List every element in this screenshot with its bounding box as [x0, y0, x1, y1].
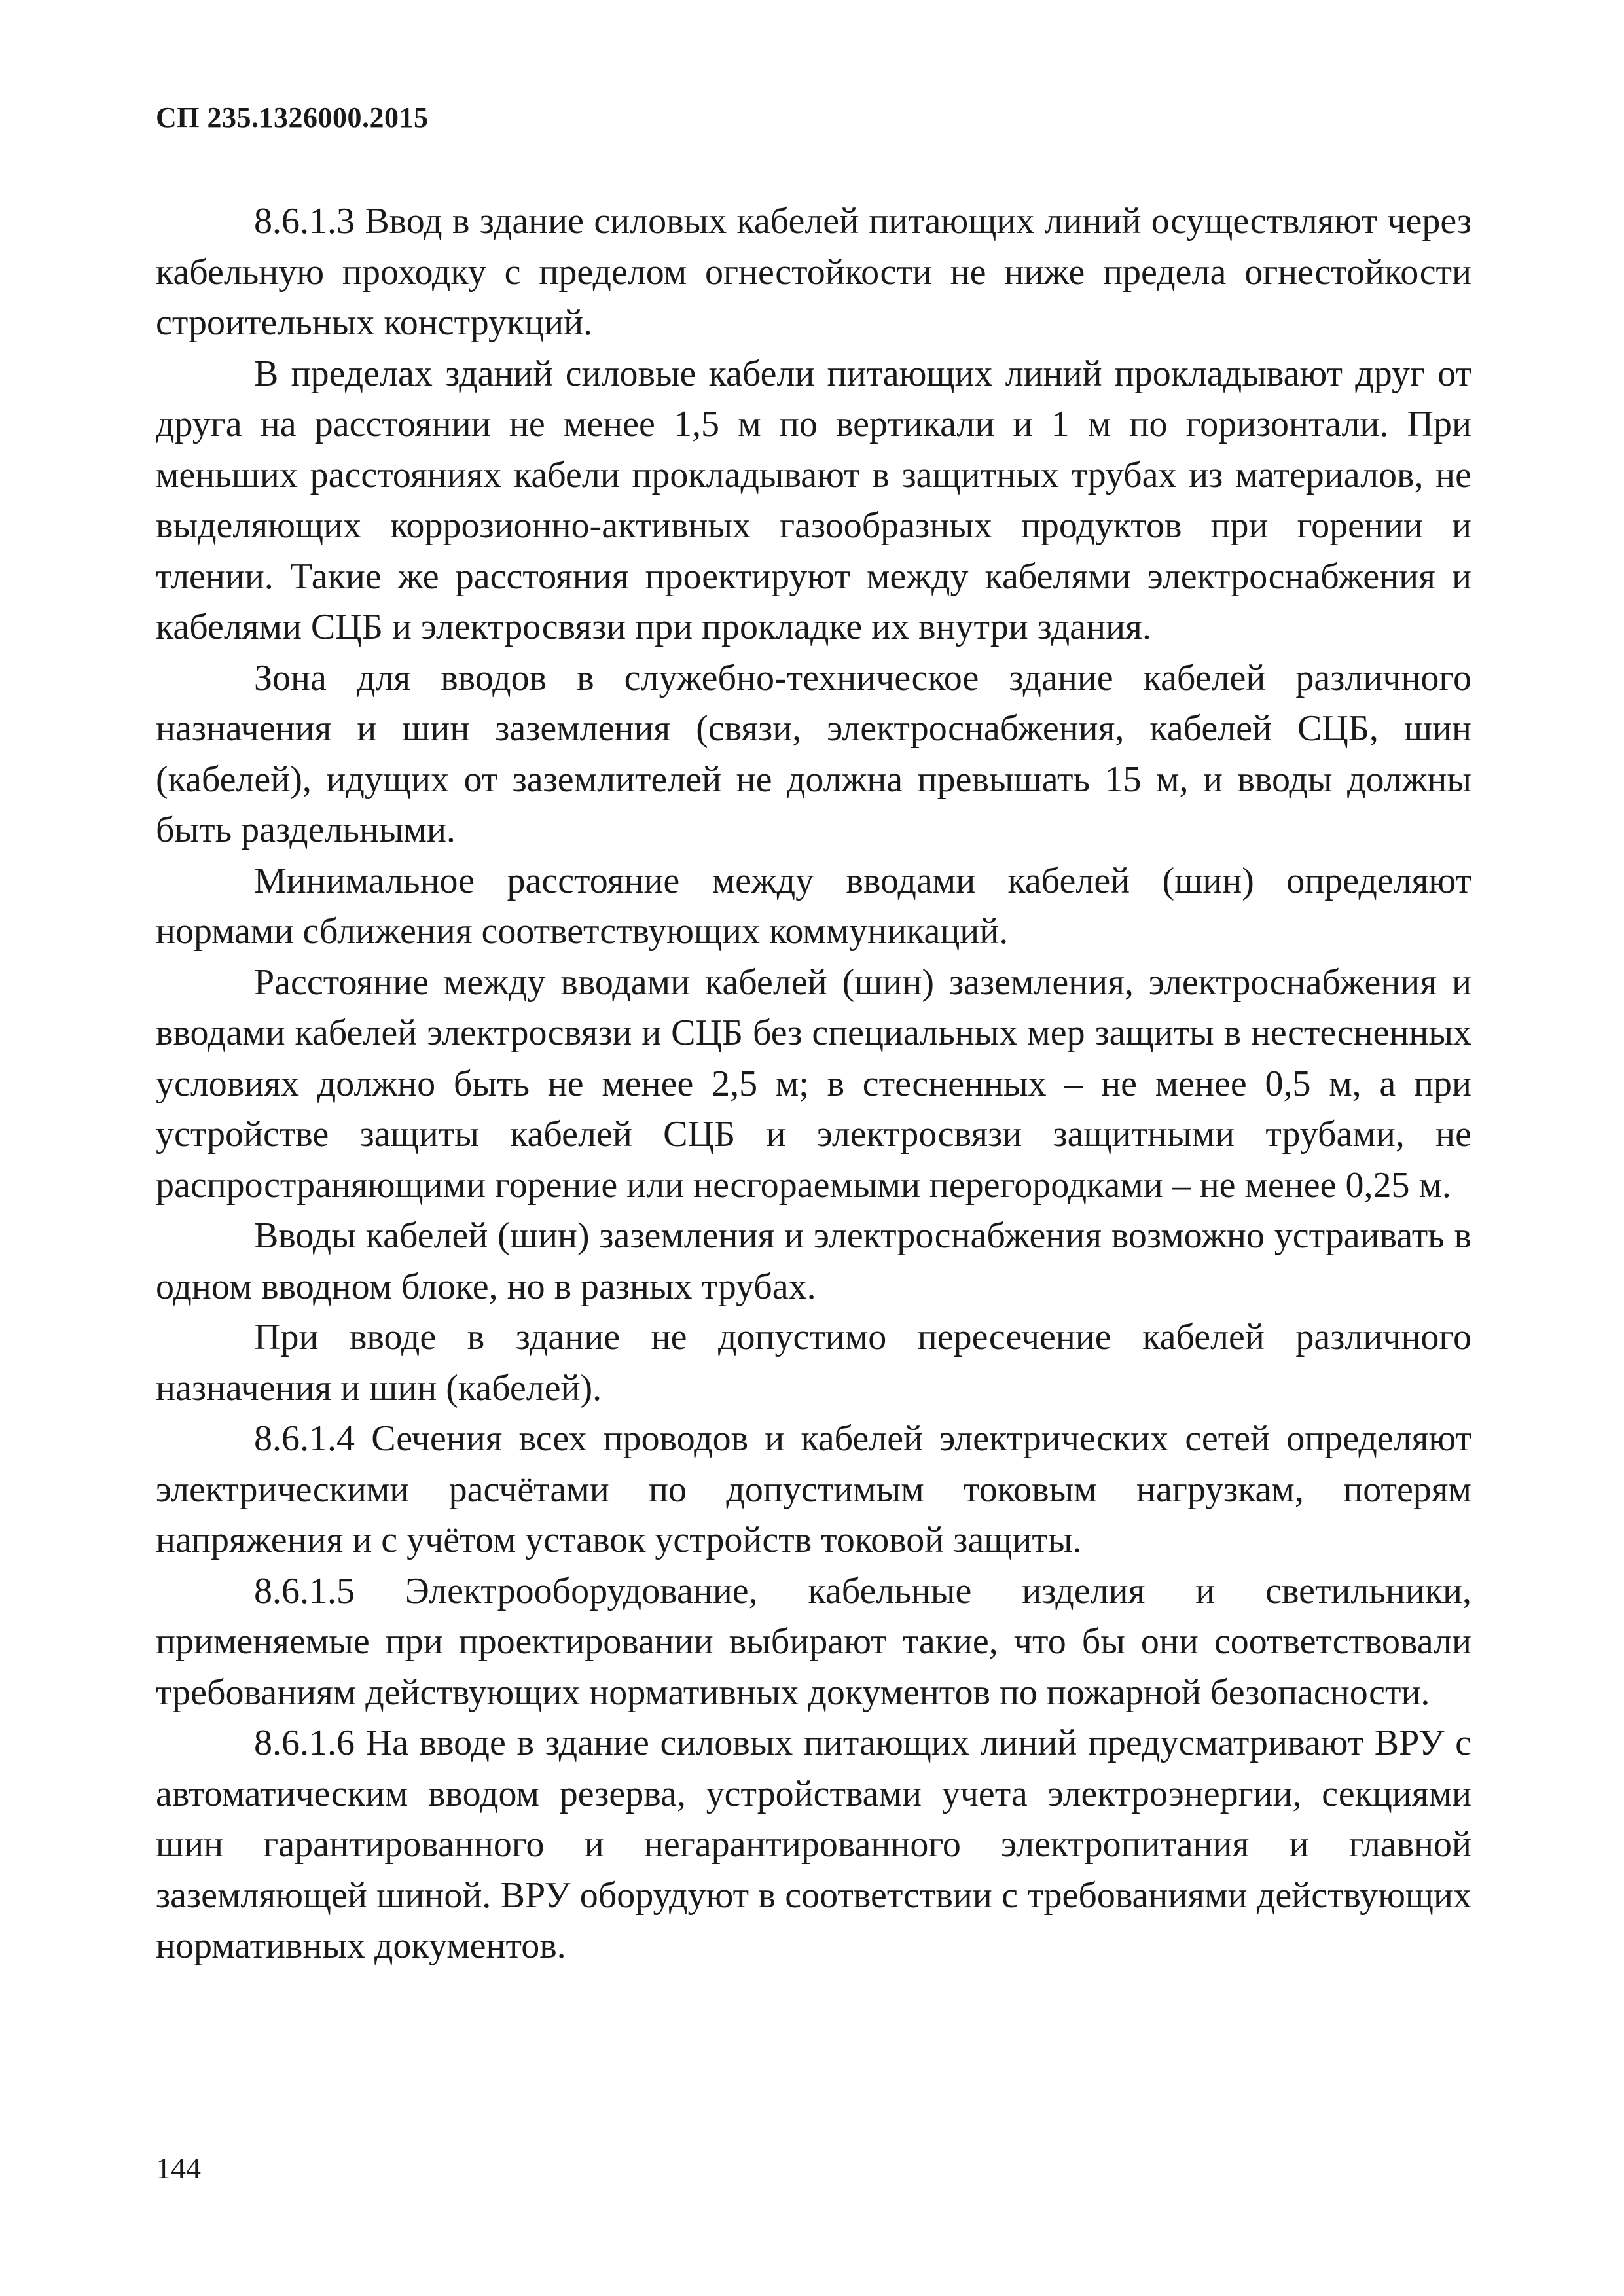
- paragraph-entry-distance: Расстояние между вводами кабелей (шин) заземления, электроснабжения и вводами кабелей электросвязи и СЦБ без специальных мер защиты в нестесненных условиях должно быть не менее 2,5 м; в стесненных – не менее 0,5 м, а при устройстве защиты кабелей СЦБ и электросвязи защитными трубами, не распространяющими горение или несгораемыми перегородками – не менее 0,25 м.: [156, 961, 1471, 1206]
- paragraph-8-6-1-6: 8.6.1.6 На вводе в здание силовых питающих линий предусматривают ВРУ с автоматическим вводом резерва, устройствами учета электроэнергии, секциями шин гарантированного и негарантированного электропитания и главной заземляющей шиной. ВРУ оборудуют в соответствии с требованиями действующих нормативных документов.: [156, 1723, 1471, 1966]
- paragraph-min-distance: Минимальное расстояние между вводами кабелей (шин) определяют нормами сближения соответствующих коммуникаций.: [156, 860, 1471, 952]
- paragraph-entry-block: Вводы кабелей (шин) заземления и электроснабжения возможно устраивать в одном вводном блоке, но в разных трубах.: [156, 1215, 1471, 1307]
- paragraph-cable-spacing: В пределах зданий силовые кабели питающих линий прокладывают друг от друга на расстоянии не менее 1,5 м по вертикали и 1 м по горизонтали. При меньших расстояниях кабели прокладывают в защитных трубах из материалов, не выделяющих коррозионно-активных газообразных продуктов при горении и тлении. Такие же расстояния проектируют между кабелями электроснабжения и кабелями СЦБ и электросвязи при прокладке их внутри здания.: [156, 353, 1471, 647]
- document-code-header: СП 235.1326000.2015: [156, 101, 429, 134]
- document-body: [156, 196, 1471, 1972]
- paragraph-8-6-1-4: 8.6.1.4 Сечения всех проводов и кабелей электрических сетей определяют электрическими расчётами по допустимым токовым нагрузкам, потерям напряжения и с учётом уставок устройств токовой защиты.: [156, 1418, 1471, 1560]
- paragraph-8-6-1-3: 8.6.1.3 Ввод в здание силовых кабелей питающих линий осуществляют через кабельную проходку с пределом огнестойкости не ниже предела огнестойкости строительных конструкций.: [156, 201, 1471, 343]
- paragraph-no-crossing: При вводе в здание не допустимо пересечение кабелей различного назначения и шин (кабелей).: [156, 1317, 1471, 1408]
- paragraph-entry-zone: Зона для вводов в служебно-техническое здание кабелей различного назначения и шин заземления (связи, электроснабжения, кабелей СЦБ, шин (кабелей), идущих от заземлителей не должна превышать 15 м, и вводы должны быть раздельными.: [156, 657, 1471, 850]
- page-number: 144: [156, 2151, 201, 2185]
- paragraph-8-6-1-5: 8.6.1.5 Электрооборудование, кабельные изделия и светильники, применяемые при проектировании выбирают такие, что бы они соответствовали требованиям действующих нормативных документов по пожарной безопасности.: [156, 1570, 1471, 1713]
